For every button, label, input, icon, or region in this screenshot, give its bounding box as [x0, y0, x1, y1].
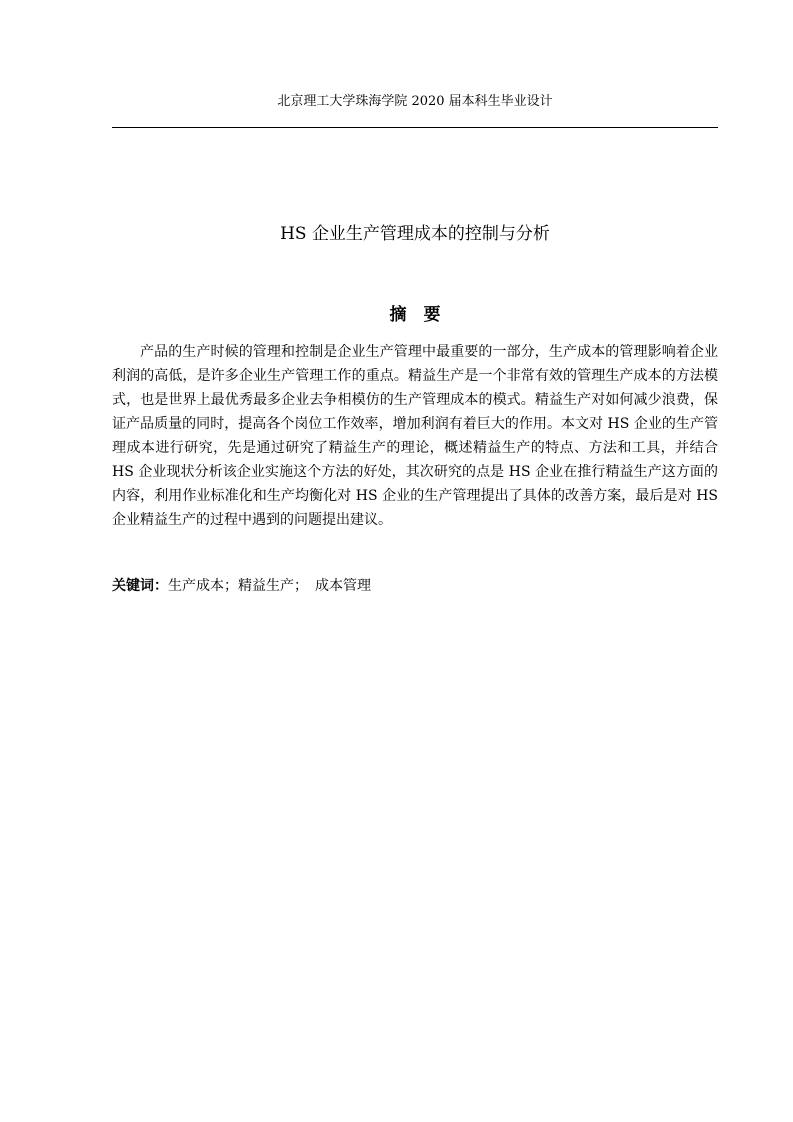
running-header: 北京理工大学珠海学院 2020 届本科生毕业设计	[277, 94, 553, 109]
keywords-text: 生产成本；精益生产； 成本管理	[168, 578, 371, 594]
header-rule	[112, 127, 718, 128]
document-title: HS 企业生产管理成本的控制与分析	[280, 224, 550, 244]
keywords-line	[112, 574, 718, 598]
abstract-body: 产品的生产时候的管理和控制是企业生产管理中最重要的一部分，生产成本的管理影响着企业利润的高低，是许多企业生产管理工作的重点。精益生产是一个非常有效的管理生产成本的方法模式，也是世界上最优秀最多企业去争相模仿的生产管理成本的模式。精益生产对如何减少浪费，保证产品质量的同时，提高各个岗位工作效率，增加利润有着巨大的作用。本文对 HS 企业的生产管理成本进行研究，先是通过研究了精益生产的理论，概述精益生产的特点、方法和工具，并结合 HS 企业现状分析该企业实施这个方法的好处，其次研究的点是 HS 企业在推行精益生产这方面的内容，利用作业标准化和生产均衡化对 HS 企业的生产管理提出了具体的改善方案，最后是对 HS 企业精益生产的过程中遇到的问题提出建议。	[112, 344, 718, 528]
keywords-label: 关键词：	[112, 578, 168, 594]
abstract-heading: 摘 要	[389, 305, 441, 325]
